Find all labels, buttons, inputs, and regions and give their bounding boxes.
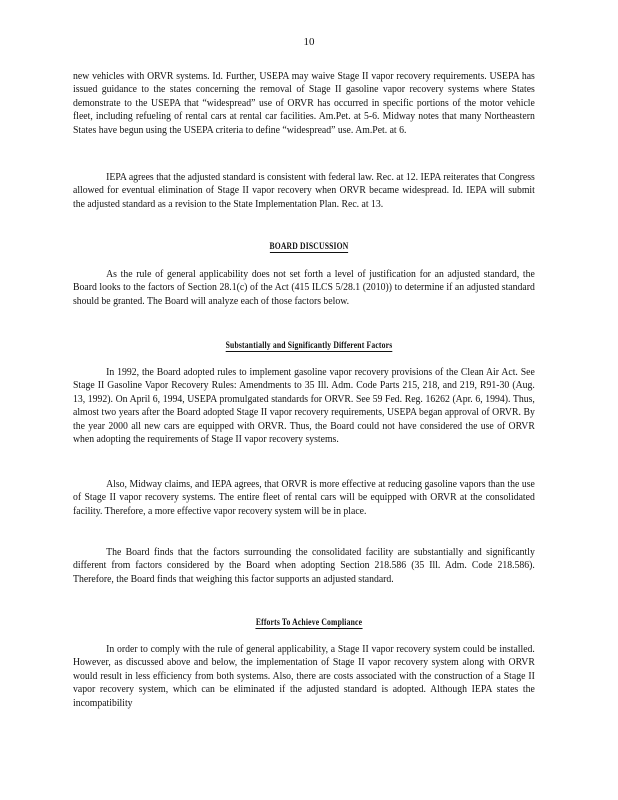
paragraph-1: new vehicles with ORVR systems. Id. Further, USEPA may waive Stage II vapor recovery requirements. USEPA has issued guidance to the states concerning the removal of Stage II gasoline vapor recovery systems where States demonstrate to the USEPA that “widespread” use of ORVR has occurred in specific portions of the motor vehicle fleet, including refueling of rental cars at rental car facilities. Am.Pet. at 5-6. Midway notes that many Northeastern States have begun using the USEPA criteria to define “widespread” use. Am.Pet. at 6. <box>73 71 535 136</box>
heading-different-factors <box>46 340 571 350</box>
paragraph-4: In 1992, the Board adopted rules to implement gasoline vapor recovery provisions of the Clean Air Act. See Stage II Gasoline Vapor Recovery Rules: Amendments to 35 Ill. Adm. Code Parts 215, 218, and 219, R91-30 (Aug. 13, 1992). On April 6, 1994, USEPA promulgated standards for ORVR. See 59 Fed. Reg. 16262 (Apr. 6, 1994). Thus, almost two years after the Board adopted Stage II vapor recovery requirements, USEPA began approval of ORVR. By the year 2000 all new cars are equipped with ORVR. Thus, the Board could not have considered the use of ORVR when adopting the requirements of Stage II vapor recovery systems. <box>73 367 535 446</box>
paragraph-3: As the rule of general applicability does not set forth a level of justification for an adjusted standard, the Board looks to the factors of Section 28.1(c) of the Act (415 ILCS 5/28.1 (2010)) to determine if an adjusted standard should be granted. The Board will analyze each of those factors below. <box>73 269 535 307</box>
paragraph-7: In order to comply with the rule of general applicability, a Stage II vapor recovery system could be installed. However, as discussed above and below, the implementation of Stage II vapor recovery system along with ORVR would result in less efficiency from both systems. Also, there are costs associated with the construction of a Stage II vapor recovery system, which can be eliminated if the adjusted standard is adopted. Although IEPA states the incompatibility <box>73 644 535 709</box>
paragraph-2: IEPA agrees that the adjusted standard is consistent with federal law. Rec. at 12. IEPA reiterates that Congress allowed for eventual elimination of Stage II vapor recovery when ORVR became widespread. Id. IEPA will submit the adjusted standard as a revision to the State Implementation Plan. Rec. at 13. <box>73 172 535 210</box>
paragraph-5: Also, Midway claims, and IEPA agrees, that ORVR is more effective at reducing gasoline vapors than the use of Stage II vapor recovery systems. The entire fleet of rental cars will be equipped with ORVR at the consolidated facility. Therefore, a more effective vapor recovery system will be in place. <box>73 479 535 517</box>
paragraph-6: The Board finds that the factors surrounding the consolidated facility are substantially and significantly different from factors considered by the Board when adopting Section 218.586 (35 Ill. Adm. Code 218.586). Therefore, the Board finds that weighing this factor supports an adjusted standard. <box>73 547 535 585</box>
heading-different-factors-text: Substantially and Significantly Different Factors <box>225 340 393 350</box>
heading-efforts-compliance <box>46 617 571 627</box>
page-number: 10 <box>303 36 315 48</box>
heading-board-discussion-text: BOARD DISCUSSION <box>269 241 349 251</box>
heading-board-discussion <box>46 241 571 251</box>
heading-efforts-compliance-text: Efforts To Achieve Compliance <box>255 617 363 627</box>
